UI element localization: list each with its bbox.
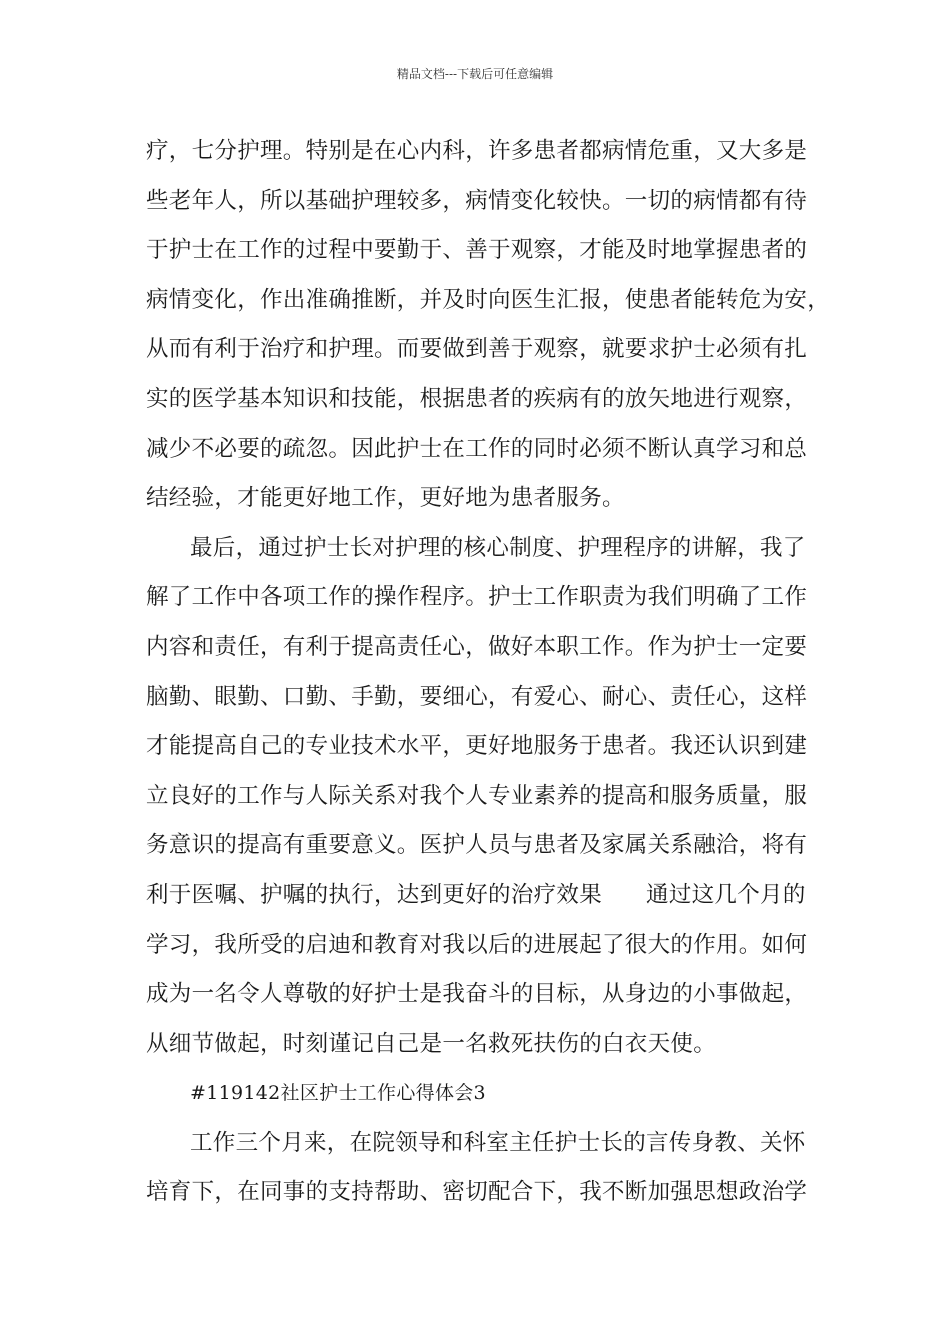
page-header-watermark: 精品文档---下载后可任意编辑 [396,67,554,81]
text-line: 解了工作中各项工作的操作程序。护士工作职责为我们明确了工作 [146,584,808,611]
text-line: 从细节做起，时刻谨记自己是一名救死扶伤的白衣天使。 [146,1030,717,1057]
text-line: 疗，七分护理。特别是在心内科，许多患者都病情危重，又大多是 [146,138,808,164]
text-line: 于护士在工作的过程中要勤于、善于观察，才能及时地掌握患者的 [146,237,808,264]
text-line: 结经验，才能更好地工作，更好地为患者服务。 [146,485,625,512]
text-line: 学习，我所受的启迪和教育对我以后的进展起了很大的作用。如何 [146,931,808,958]
text-line [146,871,810,921]
text-segment: 利于医嘱、护嘱的执行，达到更好的治疗效果 [146,881,603,908]
text-line: 些老年人，所以基础护理较多，病情变化较快。一切的病情都有待 [146,187,808,214]
text-line: 务意识的提高有重要意义。医护人员与患者及家属关系融洽，将有 [146,832,808,859]
text-line: 从而有利于治疗和护理。而要做到善于观察，就要求护士必须有扎 [146,336,808,363]
text-line: 实的医学基本知识和技能，根据患者的疾病有的放矢地进行观察， [146,385,808,412]
text-segment: 通过这几个月的 [646,881,806,908]
paragraph-final-thoughts [146,524,810,1070]
text-line: 脑勤、眼勤、口勤、手勤，要细心，有爱心、耐心、责任心，这样 [146,683,808,710]
document-body [146,127,831,1218]
text-line: 减少不必要的疏忽。因此护士在工作的同时必须不断认真学习和总 [146,435,808,462]
section-heading: #119142社区护士工作心得体会3 [190,1082,486,1105]
text-line: 最后，通过护士长对护理的核心制度、护理程序的讲解，我了 [190,534,806,561]
paragraph-continuation [146,127,831,524]
text-line: 立良好的工作与人际关系对我个人专业素养的提高和服务质量，服 [146,782,808,809]
paragraph-new-section [146,1119,810,1218]
text-line: 工作三个月来，在院领导和科室主任护士长的言传身教、关怀 [190,1129,806,1156]
text-line: 病情变化，作出准确推断，并及时向医生汇报，使患者能转危为安， [146,286,831,313]
text-line: 培育下，在同事的支持帮助、密切配合下，我不断加强思想政治学 [146,1179,808,1206]
text-line: 内容和责任，有利于提高责任心，做好本职工作。作为护士一定要 [146,633,808,660]
text-line: 成为一名令人尊敬的好护士是我奋斗的目标，从身边的小事做起， [146,981,808,1008]
text-line: 才能提高自己的专业技术水平，更好地服务于患者。我还认识到建 [146,733,808,760]
